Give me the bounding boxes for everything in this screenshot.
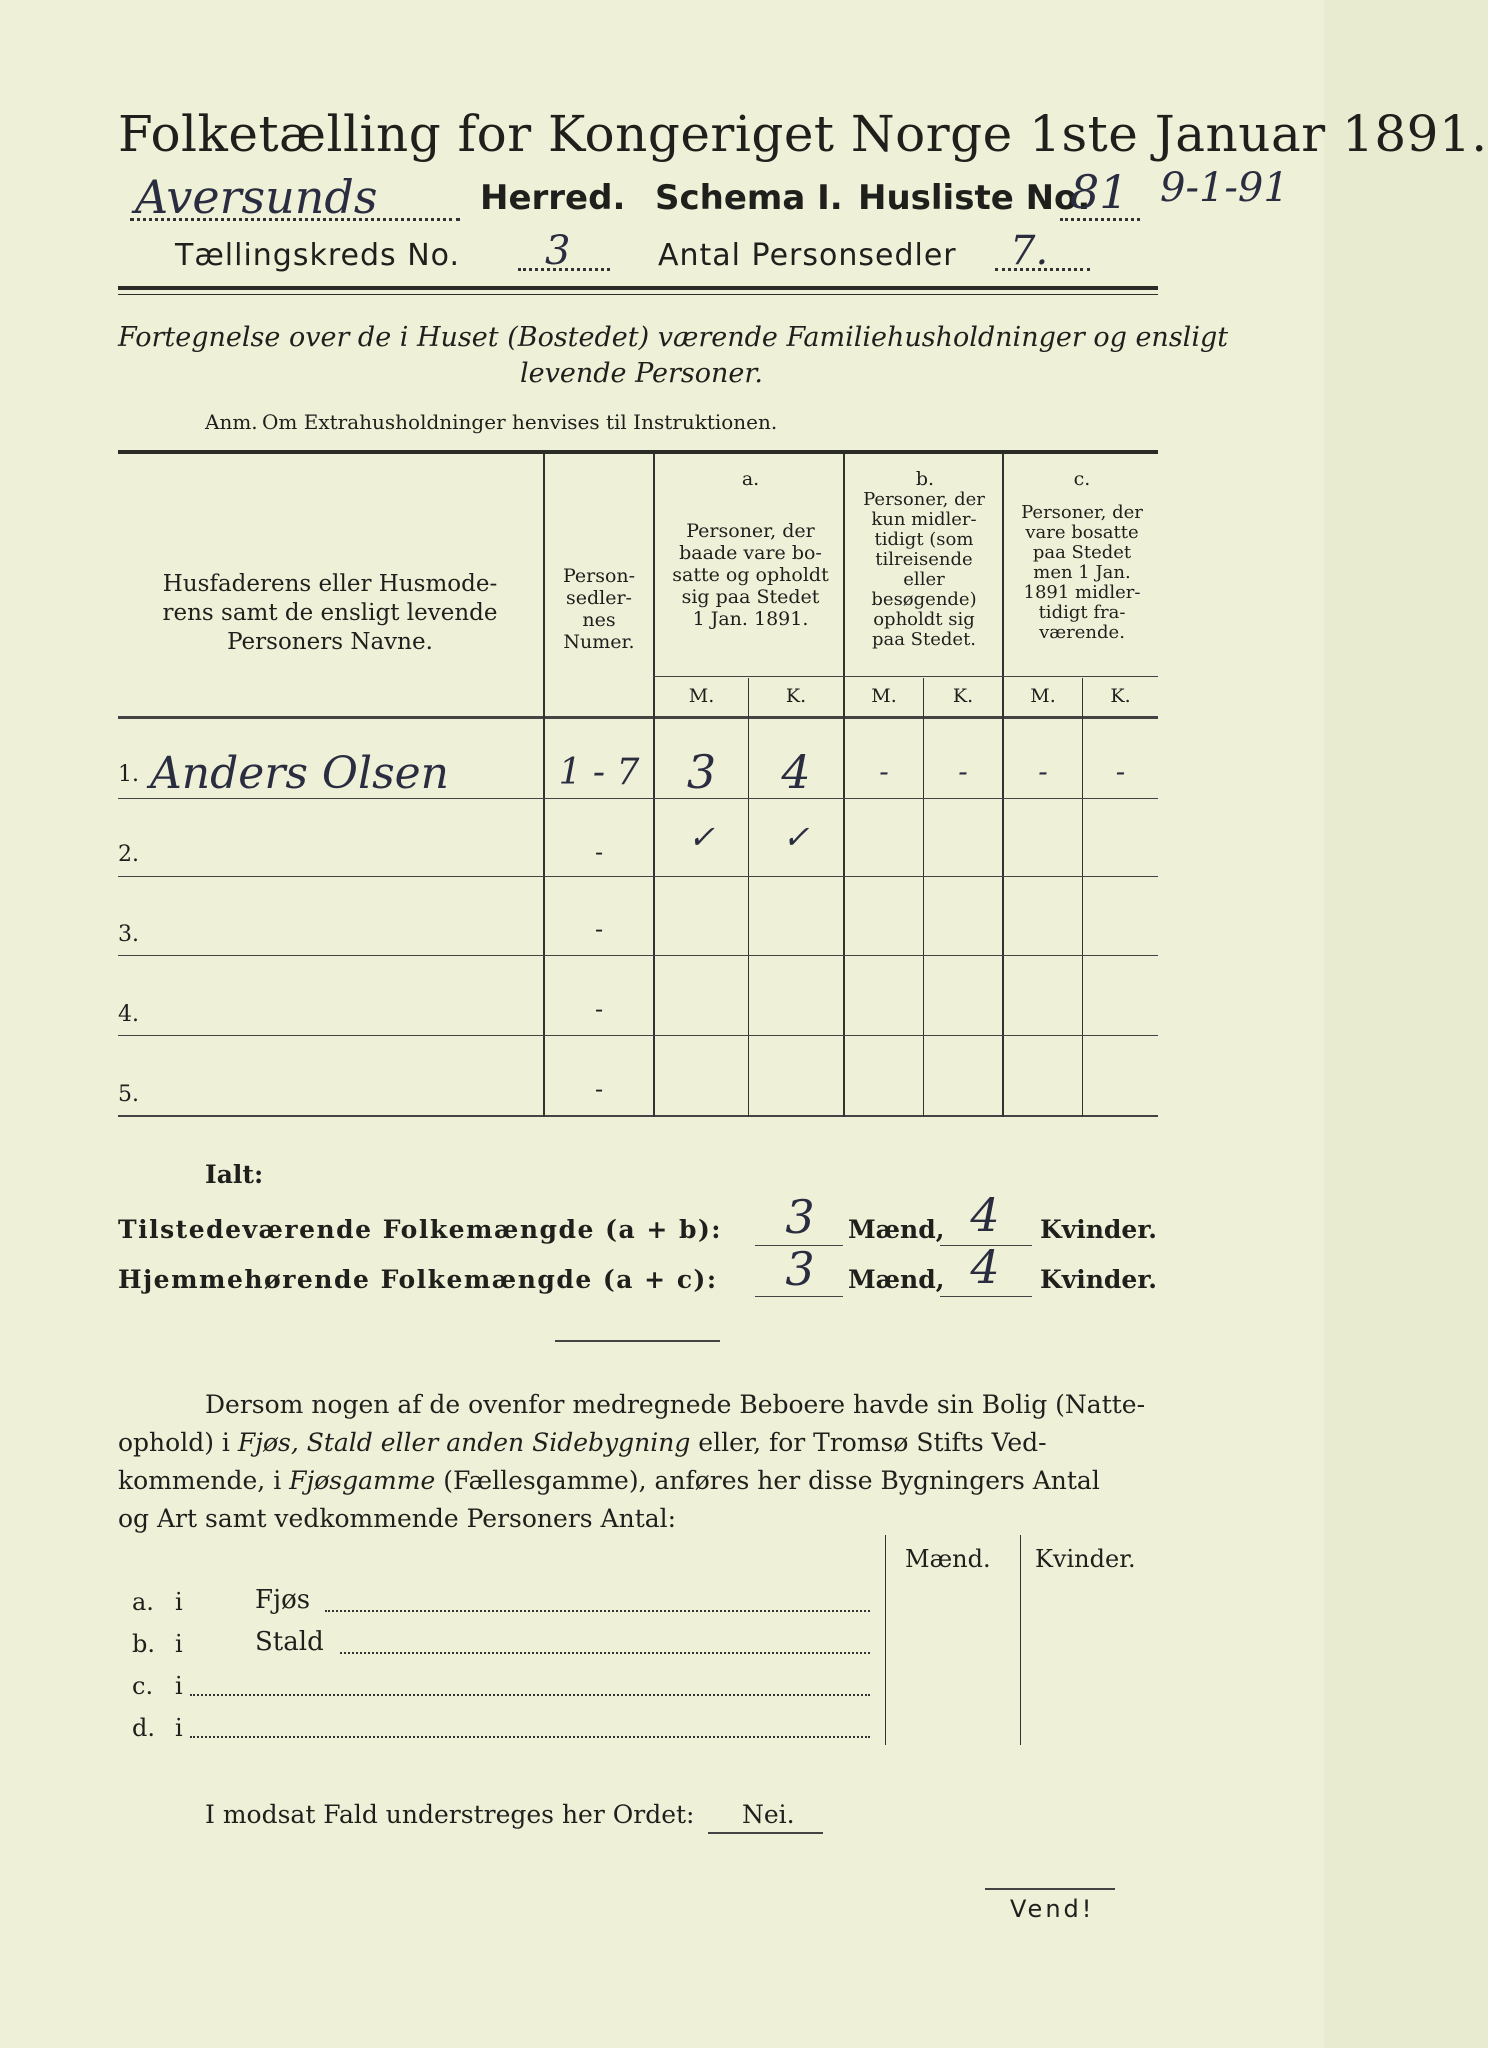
buildings-para-line2: ophold) i Fjøs, Stald eller anden Sidebygning eller, for Tromsø Stifts Ved- (118, 1428, 1047, 1457)
intro-line2: levende Personer. (520, 358, 763, 389)
total-row2-kvinder: 4 (970, 1240, 1000, 1294)
a-m-label: M. (688, 685, 715, 707)
buildings-vline (1020, 1535, 1021, 1745)
row-number: 1. (118, 762, 139, 787)
antal-label: Antal Personsedler (658, 238, 957, 273)
row-a-k: ✓ (782, 818, 810, 856)
kreds-value: 3 (545, 228, 571, 274)
col-c-header: Personer, der vare bosatte paa Stedet men 1 Jan. 1891 midler- tidigt fra- værende. (1021, 502, 1143, 643)
b-m-label: M. (871, 685, 897, 707)
form-title: Folketælling for Kongeriget Norge 1ste Januar 1891. (118, 105, 1488, 163)
husliste-value: 81 (1070, 165, 1129, 219)
nei-underline (708, 1832, 823, 1834)
anm-label: Anm. (205, 410, 258, 434)
row-a-m: 3 (686, 745, 717, 799)
item-dotline (190, 1694, 870, 1696)
vend-rule (985, 1888, 1115, 1890)
herred-label: Herred. (480, 178, 626, 218)
table-vline-thin (1082, 678, 1083, 1117)
herred-value: Aversunds (135, 170, 378, 224)
col-a-header: Personer, der baade vare bo- satte og opholdt sig paa Stedet 1 Jan. 1891. (672, 520, 829, 630)
buildings-maend-header: Mænd. (905, 1545, 991, 1573)
item-letter: a. (132, 1588, 154, 1616)
herred-dotline (130, 218, 460, 221)
b-k-label: K. (952, 685, 974, 707)
row-rule (118, 876, 1158, 877)
col-num-header: Person- sedler- nes Numer. (562, 565, 636, 653)
row-person-nums: - (594, 995, 604, 1023)
intro-line1: Fortegnelse over de i Huset (Bostedet) værende Familiehusholdninger og ensligt (118, 322, 1229, 353)
husliste-dotline (1060, 218, 1140, 221)
row-number: 3. (118, 922, 139, 947)
row-number: 2. (118, 842, 139, 867)
total-row2-kvinder-line (940, 1296, 1032, 1297)
row-person-nums: - (594, 838, 604, 866)
table-vline-thin (923, 678, 924, 1117)
item-dotline (190, 1736, 870, 1738)
buildings-kvinder-header: Kvinder. (1035, 1545, 1136, 1573)
total-row2-maend-line (755, 1296, 843, 1297)
table-vline-thin (748, 678, 749, 1117)
total-row1-kvinder: 4 (970, 1188, 1000, 1242)
antal-dotline (995, 268, 1090, 271)
c-m-label: M. (1030, 685, 1056, 707)
kreds-dotline (518, 268, 610, 271)
row-person-nums: - (594, 1075, 604, 1103)
header-rule (118, 286, 1158, 290)
item-prep: i (175, 1714, 183, 1742)
item-letter: c. (132, 1672, 154, 1700)
table-vline (543, 454, 545, 1117)
item-prep: i (175, 1588, 183, 1616)
mk-subheader-rule (653, 676, 1158, 677)
kreds-label: Tællingskreds No. (175, 238, 460, 273)
a-k-label: K. (785, 685, 807, 707)
buildings-para-line4: og Art samt vedkommende Personers Antal: (118, 1504, 677, 1533)
row-rule (118, 1035, 1158, 1036)
date-note: 9-1-91 (1160, 165, 1289, 211)
row-person-nums: 1 - 7 (558, 752, 640, 793)
section-divider (555, 1340, 720, 1342)
col-b-header: Personer, der kun midler- tidigt (som tilreisende eller besøgende) opholdt sig paa Stedet. (863, 489, 985, 650)
vend-label: Vend! (1010, 1895, 1095, 1923)
total-row2-maend: 3 (785, 1242, 815, 1296)
item-label: Fjøs (255, 1585, 311, 1615)
total-row2-maend-label: Mænd, (848, 1265, 945, 1294)
row-c-m: - (1038, 755, 1048, 788)
item-dotline (325, 1610, 870, 1612)
row-b-m: - (879, 755, 889, 788)
item-label: Stald (255, 1627, 324, 1657)
schema-label: Schema I. (655, 178, 843, 218)
total-row1-maend: 3 (785, 1190, 815, 1244)
husliste-label: Husliste No. (858, 178, 1091, 218)
anm-text: Om Extrahusholdninger henvises til Instruktionen. (262, 410, 778, 434)
c-k-label: K. (1110, 685, 1131, 707)
col-b-letter: b. (915, 468, 935, 490)
row-rule (118, 955, 1158, 956)
col-a-letter: a. (741, 468, 760, 490)
item-dotline (340, 1652, 870, 1654)
row-number: 4. (118, 1002, 139, 1027)
total-row2-kvinder-label: Kvinder. (1040, 1265, 1157, 1294)
total-row1-label: Tilstedeværende Folkemængde (a + b): (118, 1215, 723, 1244)
antal-value: 7. (1010, 228, 1049, 274)
row-b-k: - (958, 755, 968, 788)
col-name-header: Husfaderens eller Husmode- rens samt de ensligt levende Personers Navne. (162, 571, 498, 655)
item-letter: d. (132, 1714, 155, 1742)
col-c-letter: c. (1073, 468, 1091, 490)
row-name: Anders Olsen (150, 748, 450, 799)
row-a-m: ✓ (688, 818, 715, 856)
total-row1-maend-label: Mænd, (848, 1215, 945, 1244)
header-rule-thin (118, 294, 1158, 295)
row-person-nums: - (594, 915, 604, 943)
total-row2-label: Hjemmehørende Folkemængde (a + c): (118, 1265, 718, 1294)
buildings-para-line1: Dersom nogen af de ovenfor medregnede Beboere havde sin Bolig (Natte- (205, 1390, 1146, 1419)
buildings-vline (885, 1535, 886, 1745)
modsat-text: I modsat Fald understreges her Ordet: (205, 1800, 695, 1829)
total-row1-kvinder-label: Kvinder. (1040, 1215, 1157, 1244)
item-letter: b. (132, 1630, 155, 1658)
row-number: 5. (118, 1082, 139, 1107)
buildings-para-line3: kommende, i Fjøsgamme (Fællesgamme), anføres her disse Bygningers Antal (118, 1466, 1100, 1495)
nei-word: Nei. (742, 1800, 795, 1829)
row-a-k: 4 (781, 745, 811, 799)
item-prep: i (175, 1672, 183, 1700)
row-c-k: - (1115, 755, 1126, 788)
ialt-label: Ialt: (205, 1160, 264, 1189)
item-prep: i (175, 1630, 183, 1658)
